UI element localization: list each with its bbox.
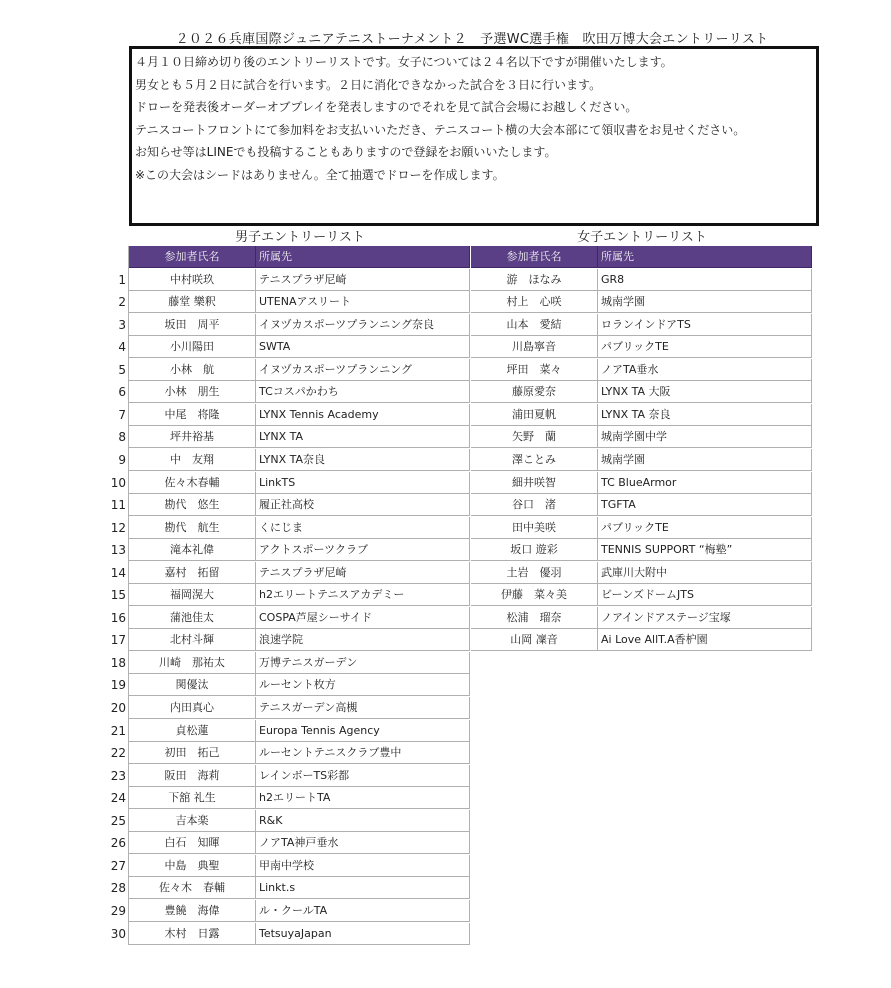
table-row bbox=[129, 291, 470, 313]
column-header-name: 参加者氏名 bbox=[129, 246, 256, 268]
participant-name: 坂田 周平 bbox=[129, 314, 256, 336]
table-row bbox=[129, 877, 470, 899]
participant-name: 矢野 蘭 bbox=[471, 426, 598, 448]
affiliation: LYNX TA奈良 bbox=[256, 449, 470, 471]
table-row bbox=[471, 336, 812, 358]
affiliation: LYNX TA bbox=[256, 426, 470, 448]
affiliation: TCコスパかわち bbox=[256, 381, 470, 403]
participant-name: 滝本礼偉 bbox=[129, 539, 256, 561]
column-header-club: 所属先 bbox=[598, 246, 812, 268]
table-row bbox=[471, 449, 812, 471]
affiliation: イヌヅカスポーツプランニング bbox=[256, 359, 470, 381]
table-row bbox=[471, 381, 812, 403]
affiliation: UTENAアスリート bbox=[256, 291, 470, 313]
row-number: 23 bbox=[110, 768, 126, 783]
table-row bbox=[471, 314, 812, 336]
affiliation: ル・クールTA bbox=[256, 900, 470, 922]
participant-name: 浦田夏帆 bbox=[471, 404, 598, 426]
affiliation: LYNX TA 大阪 bbox=[598, 381, 812, 403]
row-number: 7 bbox=[118, 407, 126, 422]
affiliation: TC BlueArmor bbox=[598, 472, 812, 494]
table-row bbox=[129, 674, 470, 696]
affiliation: LYNX Tennis Academy bbox=[256, 404, 470, 426]
table-left-border bbox=[128, 246, 129, 945]
participant-name: 豊饒 海偉 bbox=[129, 900, 256, 922]
girls-list-title: 女子エントリーリスト bbox=[577, 230, 707, 245]
table-row bbox=[471, 584, 812, 606]
table-row bbox=[129, 404, 470, 426]
row-number: 21 bbox=[110, 723, 126, 738]
row-number: 17 bbox=[110, 633, 126, 648]
table-row bbox=[129, 584, 470, 606]
table-row bbox=[129, 449, 470, 471]
participant-name: 澤ことみ bbox=[471, 449, 598, 471]
affiliation: パブリックTE bbox=[598, 336, 812, 358]
girls-header-row bbox=[471, 246, 812, 268]
participant-name: 蒲池佳太 bbox=[129, 607, 256, 629]
participant-name: 松浦 瑠奈 bbox=[471, 607, 598, 629]
boys-header-row bbox=[129, 246, 470, 268]
row-number: 25 bbox=[110, 813, 126, 828]
participant-name: 山岡 凜音 bbox=[471, 629, 598, 651]
participant-name: 木村 日露 bbox=[129, 923, 256, 945]
row-number: 22 bbox=[110, 746, 126, 761]
participant-name: 藤堂 樂釈 bbox=[129, 291, 256, 313]
table-row bbox=[129, 765, 470, 787]
table-row bbox=[471, 539, 812, 561]
row-number: 16 bbox=[110, 610, 126, 625]
row-number: 26 bbox=[110, 836, 126, 851]
row-number: 2 bbox=[118, 295, 126, 310]
participant-name: 福岡滉大 bbox=[129, 584, 256, 606]
affiliation: ノアTA垂水 bbox=[598, 359, 812, 381]
table-row bbox=[129, 607, 470, 629]
notice-box bbox=[129, 46, 819, 226]
participant-name: 中村咲玖 bbox=[129, 269, 256, 291]
table-row bbox=[129, 742, 470, 764]
row-number: 10 bbox=[110, 475, 126, 490]
table-row bbox=[471, 269, 812, 291]
table-row bbox=[129, 562, 470, 584]
participant-name: 田中美咲 bbox=[471, 517, 598, 539]
affiliation: テニスプラザ尼崎 bbox=[256, 269, 470, 291]
table-row bbox=[129, 923, 470, 945]
participant-name: 伊藤 菜々美 bbox=[471, 584, 598, 606]
affiliation: テニスプラザ尼崎 bbox=[256, 562, 470, 584]
row-number: 3 bbox=[118, 317, 126, 332]
affiliation: GR8 bbox=[598, 269, 812, 291]
column-header-club: 所属先 bbox=[256, 246, 470, 268]
participant-name: 游 ほなみ bbox=[471, 269, 598, 291]
participant-name: 勘代 悠生 bbox=[129, 494, 256, 516]
affiliation: LYNX TA 奈良 bbox=[598, 404, 812, 426]
affiliation: 甲南中学校 bbox=[256, 855, 470, 877]
table-row bbox=[129, 517, 470, 539]
affiliation: 履正社高校 bbox=[256, 494, 470, 516]
affiliation: 武庫川大附中 bbox=[598, 562, 812, 584]
table-row bbox=[471, 607, 812, 629]
row-number: 5 bbox=[118, 362, 126, 377]
participant-name: 勘代 航生 bbox=[129, 517, 256, 539]
table-row bbox=[129, 539, 470, 561]
table-row bbox=[129, 269, 470, 291]
notice-line: ４月１０日締め切り後のエントリーリストです。女子については２４名以下ですが開催いたします。 bbox=[135, 55, 673, 69]
participant-name: 佐々木 春輔 bbox=[129, 877, 256, 899]
row-number: 8 bbox=[118, 430, 126, 445]
table-row bbox=[129, 381, 470, 403]
affiliation: レインボーTS彩都 bbox=[256, 765, 470, 787]
table-row bbox=[129, 720, 470, 742]
participant-name: 谷口 渚 bbox=[471, 494, 598, 516]
table-row bbox=[129, 787, 470, 809]
notice-line: テニスコートフロントにて参加料をお支払いいただき、テニスコート横の大会本部にて領収書をお見せください。 bbox=[135, 122, 746, 137]
affiliation: h2エリートTA bbox=[256, 787, 470, 809]
affiliation: TENNIS SUPPORT “梅塾” bbox=[598, 539, 812, 561]
row-number: 14 bbox=[110, 565, 126, 580]
participant-name: 関優汰 bbox=[129, 674, 256, 696]
table-row bbox=[471, 472, 812, 494]
table-row bbox=[471, 494, 812, 516]
table-row bbox=[471, 562, 812, 584]
affiliation: ルーセント枚方 bbox=[256, 674, 470, 696]
participant-name: 川島寧音 bbox=[471, 336, 598, 358]
table-row bbox=[471, 629, 812, 651]
affiliation: パブリックTE bbox=[598, 517, 812, 539]
affiliation: 城南学園中学 bbox=[598, 426, 812, 448]
table-row bbox=[471, 359, 812, 381]
table-row bbox=[129, 855, 470, 877]
table-row bbox=[129, 832, 470, 854]
document-title: ２０２６兵庫国際ジュニアテニストーナメント２ 予選WC選手権 吹田万博大会エントリーリスト bbox=[175, 32, 769, 47]
participant-name: 小川陽田 bbox=[129, 336, 256, 358]
notice-line: ドローを発表後オーダーオブプレイを発表しますのでそれを見て試合会場にお越しください。 bbox=[135, 100, 638, 114]
affiliation: Linkt.s bbox=[256, 877, 470, 899]
table-row bbox=[471, 517, 812, 539]
table-row bbox=[129, 472, 470, 494]
row-number: 15 bbox=[110, 588, 126, 603]
affiliation: h2エリートテニスアカデミー bbox=[256, 584, 470, 606]
participant-name: 初田 拓己 bbox=[129, 742, 256, 764]
row-number: 27 bbox=[110, 858, 126, 873]
affiliation: ロランインドアTS bbox=[598, 314, 812, 336]
affiliation: COSPA芦屋シーサイド bbox=[256, 607, 470, 629]
participant-name: 山本 愛結 bbox=[471, 314, 598, 336]
participant-name: 北村斗輝 bbox=[129, 629, 256, 651]
row-number: 12 bbox=[110, 520, 126, 535]
affiliation: SWTA bbox=[256, 336, 470, 358]
affiliation: 城南学園 bbox=[598, 291, 812, 313]
affiliation: Ai Love AllT.A香枦園 bbox=[598, 629, 812, 651]
table-row bbox=[129, 336, 470, 358]
participant-name: 土岩 優羽 bbox=[471, 562, 598, 584]
row-number: 13 bbox=[110, 543, 126, 558]
affiliation: ノアインドアステージ宝塚 bbox=[598, 607, 812, 629]
affiliation: ビーンズドームJTS bbox=[598, 584, 812, 606]
affiliation: イヌヅカスポーツプランニング奈良 bbox=[256, 314, 470, 336]
affiliation: LinkTS bbox=[256, 472, 470, 494]
row-number: 18 bbox=[110, 655, 126, 670]
participant-name: 嘉村 拓留 bbox=[129, 562, 256, 584]
notice-line: お知らせ等はLINEでも投稿することもありますので登録をお願いいたします。 bbox=[135, 145, 557, 159]
row-number: 28 bbox=[110, 881, 126, 896]
affiliation: 万博テニスガーデン bbox=[256, 652, 470, 674]
participant-name: 吉本楽 bbox=[129, 810, 256, 832]
affiliation: 浪速学院 bbox=[256, 629, 470, 651]
participant-name: 小林 朋生 bbox=[129, 381, 256, 403]
table-row bbox=[129, 629, 470, 651]
participant-name: 川崎 那祐太 bbox=[129, 652, 256, 674]
table-row bbox=[471, 291, 812, 313]
affiliation: TetsuyaJapan bbox=[256, 923, 470, 945]
table-row bbox=[129, 494, 470, 516]
participant-name: 阪田 海莉 bbox=[129, 765, 256, 787]
row-number: 29 bbox=[110, 903, 126, 918]
participant-name: 村上 心咲 bbox=[471, 291, 598, 313]
participant-name: 藤原愛奈 bbox=[471, 381, 598, 403]
table-row bbox=[129, 314, 470, 336]
table-row bbox=[129, 810, 470, 832]
participant-name: 中 友翔 bbox=[129, 449, 256, 471]
row-number: 11 bbox=[110, 498, 126, 513]
table-row bbox=[129, 900, 470, 922]
table-row bbox=[471, 404, 812, 426]
affiliation: TGFTA bbox=[598, 494, 812, 516]
row-number: 1 bbox=[118, 272, 126, 287]
column-header-name: 参加者氏名 bbox=[471, 246, 598, 268]
participant-name: 中尾 将隆 bbox=[129, 404, 256, 426]
table-row bbox=[471, 426, 812, 448]
row-number: 4 bbox=[118, 340, 126, 355]
affiliation: くにじま bbox=[256, 517, 470, 539]
row-number: 9 bbox=[118, 452, 126, 467]
affiliation: R&K bbox=[256, 810, 470, 832]
table-row bbox=[129, 697, 470, 719]
table-row bbox=[129, 652, 470, 674]
boys-list-title: 男子エントリーリスト bbox=[235, 230, 365, 245]
row-number: 24 bbox=[110, 791, 126, 806]
affiliation: ノアTA神戸垂水 bbox=[256, 832, 470, 854]
notice-line: ※この大会はシードはありません。全て抽選でドローを作成します。 bbox=[135, 167, 505, 182]
participant-name: 坪井裕基 bbox=[129, 426, 256, 448]
notice-line: 男女とも５月２日に試合を行います。２日に消化できなかった試合を３日に行います。 bbox=[135, 77, 602, 92]
participant-name: 小林 航 bbox=[129, 359, 256, 381]
affiliation: Europa Tennis Agency bbox=[256, 720, 470, 742]
affiliation: 城南学園 bbox=[598, 449, 812, 471]
participant-name: 坂口 遊彩 bbox=[471, 539, 598, 561]
participant-name: 白石 知暉 bbox=[129, 832, 256, 854]
affiliation: テニスガーデン高槻 bbox=[256, 697, 470, 719]
table-row bbox=[129, 359, 470, 381]
row-number: 30 bbox=[110, 926, 126, 941]
participant-name: 貞松蓮 bbox=[129, 720, 256, 742]
row-number: 6 bbox=[118, 385, 126, 400]
participant-name: 中島 典聖 bbox=[129, 855, 256, 877]
participant-name: 佐々木春輔 bbox=[129, 472, 256, 494]
table-row bbox=[129, 426, 470, 448]
participant-name: 内田真心 bbox=[129, 697, 256, 719]
affiliation: ルーセントテニスクラブ豊中 bbox=[256, 742, 470, 764]
participant-name: 下舘 礼生 bbox=[129, 787, 256, 809]
participant-name: 坪田 菜々 bbox=[471, 359, 598, 381]
row-number: 20 bbox=[110, 701, 126, 715]
row-number: 19 bbox=[110, 678, 126, 693]
affiliation: アクトスポーツクラブ bbox=[256, 539, 470, 561]
participant-name: 細井咲智 bbox=[471, 472, 598, 494]
